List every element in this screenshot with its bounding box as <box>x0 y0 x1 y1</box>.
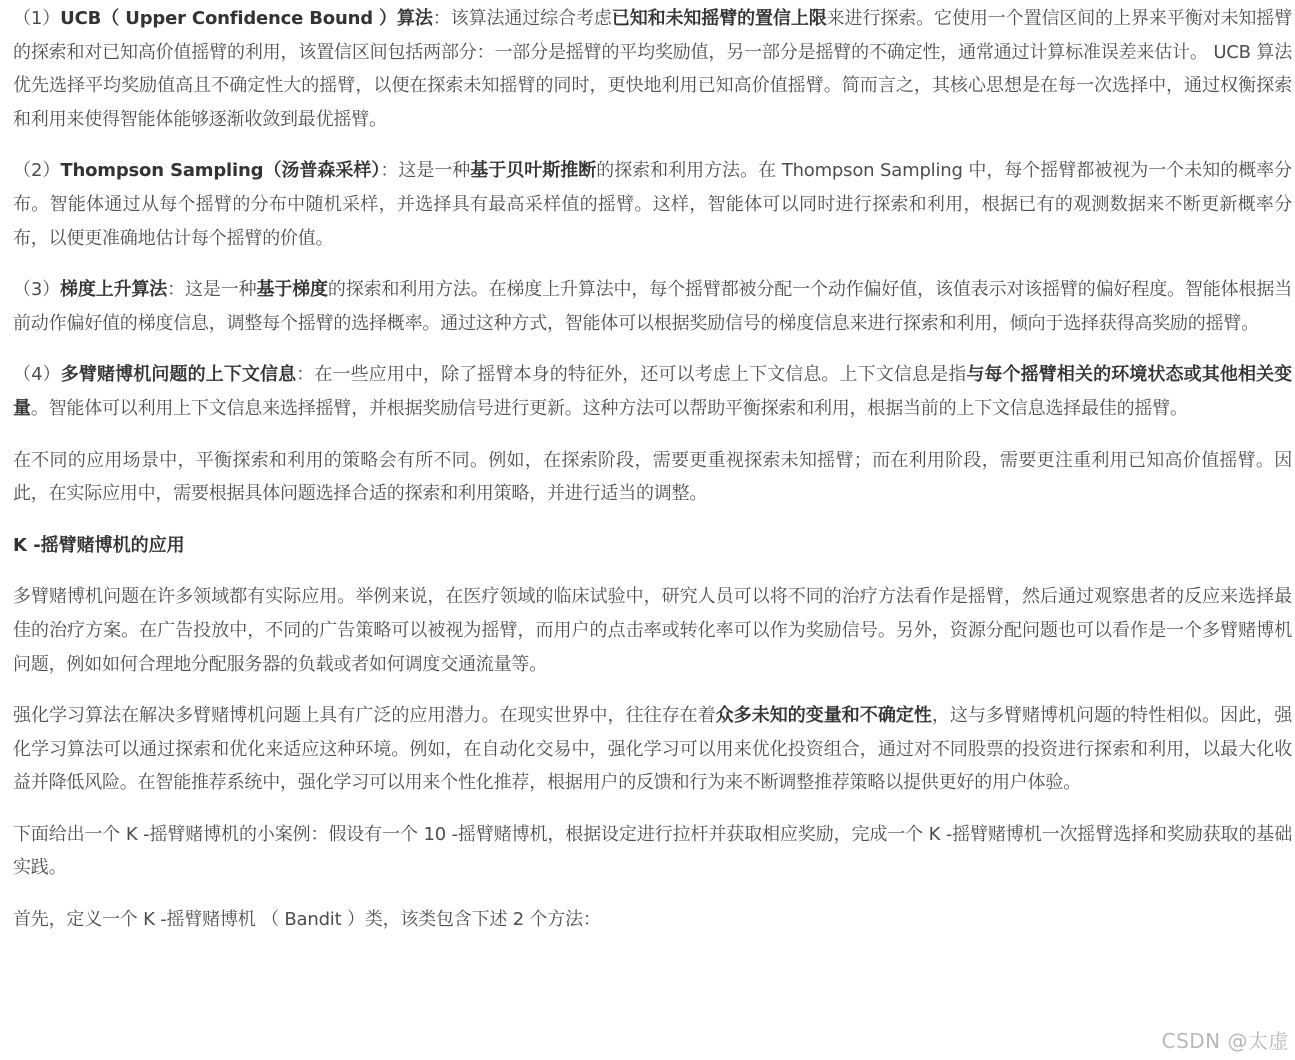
context-title: 多臂赌博机问题的上下文信息 <box>60 364 297 386</box>
thompson-text-2: 的探索和利用方法。在 Thompson Sampling 中，每个摇臂都被视为一个未知的概率分布。智能体通过从每个摇臂的分布中随机采样，并选择具有最高采样值的摇臂。这样，智能体可以同时进行探索和利用，根据已有的观测数据来不断更新概率分布，以便更准确地估计每个摇臂的价值。 <box>13 160 1292 249</box>
context-bold-1: 与每个摇臂相关的环境状态或其他相关变量 <box>13 364 1292 419</box>
ucb-text-1: ：该算法通过综合考虑 <box>432 8 612 29</box>
paragraph-ucb <box>13 2 1292 136</box>
context-text-2: 。智能体可以利用上下文信息来选择摇臂，并根据奖励信号进行更新。这种方法可以帮助平衡探索和利用，根据当前的上下文信息选择最佳的摇臂。 <box>30 397 1188 419</box>
gradient-title: 梯度上升算法 <box>60 279 168 301</box>
thompson-text-1: ：这是一种 <box>380 160 471 182</box>
rl-text-2: ，这与多臂赌博机问题的特性相似。因此，强化学习算法可以通过探索和优化来适应这种环境。例如，在自动化交易中，强化学习可以用来优化投资组合，通过对不同股票的投资进行探索和利用，以最大化收益并降低风险。在智能推荐系统中，强化学习可以用来个性化推荐，根据用户的反馈和行为来不断调整推荐策略以提供更好的用户体验。 <box>13 705 1292 794</box>
ucb-bold-1: 已知和未知摇臂的置信上限 <box>611 8 827 29</box>
gradient-prefix: （3） <box>13 279 61 301</box>
rl-text-1: 强化学习算法在解决多臂赌博机问题上具有广泛的应用潜力。在现实世界中，往往存在着 <box>13 705 716 727</box>
csdn-watermark: CSDN @太虚 <box>1161 1029 1289 1053</box>
paragraph-strategy: 在不同的应用场景中，平衡探索和利用的策略会有所不同。例如，在探索阶段，需要更重视探索未知摇臂；而在利用阶段，需要更注重利用已知高价值摇臂。因此，在实际应用中，需要根据具体问题选择合适的探索和利用策略，并进行适当的调整。 <box>13 449 1292 505</box>
paragraph-gradient <box>13 273 1292 340</box>
context-prefix: （4） <box>13 364 61 386</box>
paragraph-example: 下面给出一个 K -摇臂赌博机的小案例：假设有一个 10 -摇臂赌博机，根据设定进行拉杆并获取相应奖励，完成一个 K -摇臂赌博机一次摇臂选择和奖励获取的基础实践。 <box>13 823 1292 879</box>
gradient-bold-1: 基于梯度 <box>256 279 328 301</box>
paragraph-thompson <box>13 154 1292 255</box>
thompson-prefix: （2） <box>13 160 61 182</box>
thompson-title: Thompson Sampling（汤普森采样） <box>60 160 381 182</box>
ucb-prefix: （1） <box>13 8 61 29</box>
paragraph-context <box>13 358 1292 425</box>
section-heading: K -摇臂赌博机的应用 <box>13 534 185 556</box>
paragraph-rl <box>13 699 1292 800</box>
rl-bold-1: 众多未知的变量和不确定性 <box>715 705 932 727</box>
paragraph-first: 首先，定义一个 K -摇臂赌博机 （ Bandit ）类，该类包含下述 2 个方法： <box>13 909 601 931</box>
ucb-text-2: 来进行探索。它使用一个置信区间的上界来平衡对未知摇臂的探索和对已知高价值摇臂的利用，该置信区间包括两部分：一部分是摇臂的平均奖励值，另一部分是摇臂的不确定性，通常通过计算标准误差来估计。 UCB 算法优先选择平均奖励值高且不确定性大的摇臂，以便在探索未知摇臂的同时，更快地利用已知高价值摇臂。简而言之，其核心思想是在每一次选择中，通过权衡探索和利用来使得智能体能够逐渐收敛到最优摇臂。 <box>13 8 1293 130</box>
context-text-1: ：在一些应用中，除了摇臂本身的特征外，还可以考虑上下文信息。上下文信息是指 <box>296 364 967 386</box>
gradient-text-1: ：这是一种 <box>167 279 257 301</box>
article-body <box>13 2 1292 937</box>
thompson-bold-1: 基于贝叶斯推断 <box>470 160 597 182</box>
gradient-text-2: 的探索和利用方法。在梯度上升算法中，每个摇臂都被分配一个动作偏好值，该值表示对该摇臂的偏好程度。智能体根据当前动作偏好值的梯度信息，调整每个摇臂的选择概率。通过这种方式，智能体可以根据奖励信号的梯度信息来进行探索和利用，倾向于选择获得高奖励的摇臂。 <box>13 279 1292 334</box>
paragraph-applications: 多臂赌博机问题在许多领域都有实际应用。举例来说，在医疗领域的临床试验中，研究人员可以将不同的治疗方法看作是摇臂，然后通过观察患者的反应来选择最佳的治疗方案。在广告投放中，不同的广告策略可以被视为摇臂，而用户的点击率或转化率可以作为奖励信号。另外，资源分配问题也可以看作是一个多臂赌博机问题，例如如何合理地分配服务器的负载或者如何调度交通流量等。 <box>13 586 1292 675</box>
ucb-title: UCB（ Upper Confidence Bound ）算法 <box>60 8 433 29</box>
